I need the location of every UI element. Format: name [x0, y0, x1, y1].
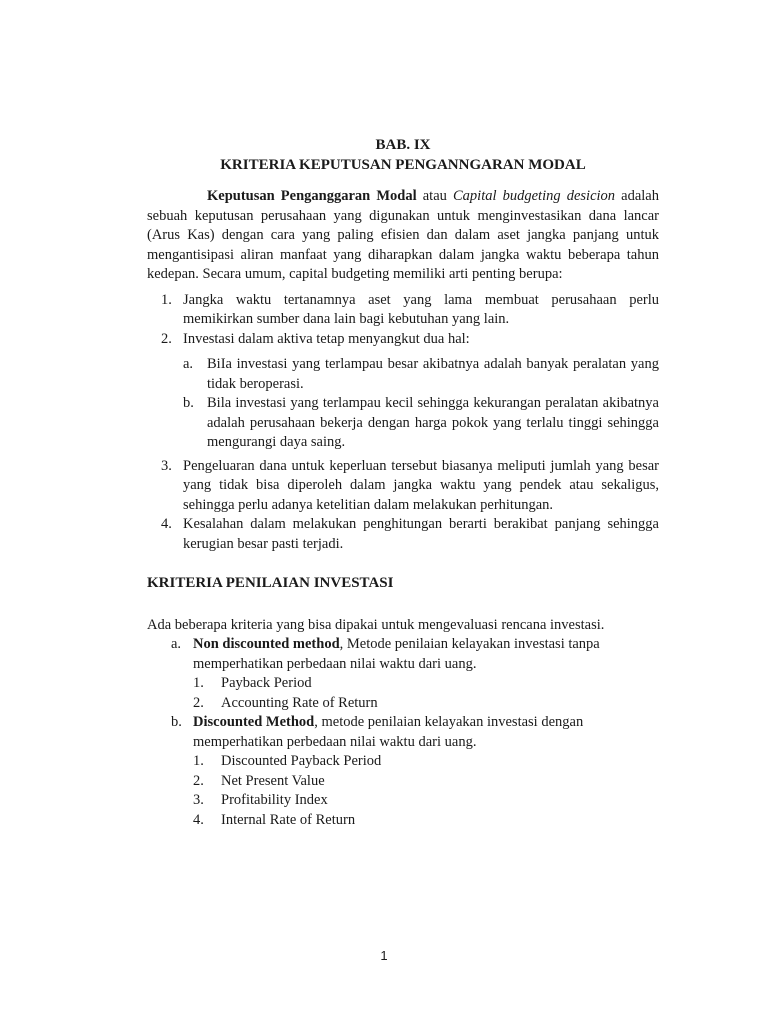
sub-list-item [147, 355, 659, 394]
method-marker: 4. [193, 811, 204, 828]
list-marker: 2. [161, 330, 172, 347]
criteria-item [147, 713, 659, 830]
criteria-bold: Non discounted method [193, 636, 340, 652]
method-marker: 2. [193, 694, 204, 711]
list-item-text: Investasi dalam aktiva tetap menyangkut dua hal: [183, 330, 470, 347]
chapter-title: KRITERIA KEPUTUSAN PENGANNGARAN MODAL [220, 156, 586, 173]
intro-connector: atau [416, 188, 453, 204]
section-heading: KRITERIA PENILAIAN INVESTASI [147, 575, 394, 591]
list-marker: 1. [161, 291, 172, 308]
criteria-list [147, 635, 659, 830]
method-text: Discounted Payback Period [221, 753, 382, 769]
sub-list-item-text: Bila investasi yang terlampau kecil sehingga kekurangan peralatan akibatnya adalah perusahaan bekerja dengan harga pokok yang terlalu tinggi sehingga mengurangi daya saing. [207, 395, 659, 450]
intro-bold-term: Keputusan Penganggaran Modal [207, 188, 417, 204]
criteria-marker: b. [171, 714, 182, 730]
method-marker: 3. [193, 792, 204, 808]
list-item [147, 291, 659, 330]
method-text: Accounting Rate of Return [221, 694, 378, 711]
method-item [193, 674, 659, 694]
criteria-text: , Metode penilaian kelayakan investasi tanpa memperhatikan perbedaan nilai waktu dari uang. [193, 636, 600, 672]
method-text: Profitability Index [221, 792, 328, 808]
criteria-marker: a. [171, 636, 182, 652]
importance-list-continued [147, 457, 659, 555]
method-marker: 1. [193, 675, 204, 691]
method-item [193, 811, 659, 831]
page-number: 1 [380, 948, 388, 963]
list-item-text: Pengeluaran dana untuk keperluan tersebut biasanya meliputi jumlah yang besar yang tidak bisa diperoleh dalam jangka waktu yang pendek atau sekaligus, sehingga perlu adanya ketelitian dalam melakukan perhitungan. [183, 457, 659, 513]
sub-list [147, 355, 659, 453]
method-marker: 2. [193, 772, 204, 789]
method-list [193, 674, 659, 713]
criteria-text: , metode penilaian kelayakan investasi dengan memperhatikan perbedaan nilai waktu dari uang. [193, 714, 584, 750]
importance-list [147, 291, 659, 350]
intro-rest: adalah sebuah keputusan perusahaan yang digunakan untuk menginvestasikan dana lancar (Arus Kas) dengan cara yang paling efisien dan dalam aset jangka panjang untuk mengantisipasi aliran manfaat yang diharapkan dalam jangka waktu beberapa tahun kedepan. Secara umum, capital budgeting memiliki arti penting berupa: [147, 188, 659, 282]
list-item [147, 330, 659, 350]
list-item [147, 515, 659, 554]
sub-list-marker: a. [183, 356, 194, 372]
method-item [193, 752, 659, 772]
sub-list-marker: b. [183, 395, 194, 411]
criteria-bold: Discounted Method [193, 714, 315, 730]
method-item [193, 694, 659, 714]
method-text: Internal Rate of Return [221, 811, 356, 828]
method-text: Net Present Value [221, 772, 325, 789]
list-item-text: Jangka waktu tertanamnya aset yang lama membuat perusahaan perlu memikirkan sumber dana lain bagi kebutuhan yang lain. [183, 291, 659, 327]
criteria-intro: Ada beberapa kriteria yang bisa dipakai untuk mengevaluasi rencana investasi. [147, 616, 605, 633]
method-list [193, 752, 659, 830]
method-text: Payback Period [221, 675, 312, 691]
list-item [147, 457, 659, 516]
method-marker: 1. [193, 753, 204, 769]
intro-paragraph [147, 187, 659, 285]
page-content [147, 136, 659, 830]
method-item [193, 791, 659, 811]
intro-italic-term: Capital budgeting desicion [453, 188, 616, 204]
sub-list-item [147, 394, 659, 453]
list-marker: 3. [161, 457, 172, 474]
sub-list-item-text: BiIa investasi yang terlampau besar akibatnya adalah banyak peralatan yang tidak beroperasi. [207, 356, 659, 392]
list-marker: 4. [161, 516, 172, 532]
list-item-text: Kesalahan dalam melakukan penghitungan berarti berakibat panjang sehingga kerugian besar pasti terjadi. [183, 516, 659, 552]
criteria-item [147, 635, 659, 713]
chapter-label: BAB. IX [375, 137, 431, 153]
method-item [193, 772, 659, 792]
